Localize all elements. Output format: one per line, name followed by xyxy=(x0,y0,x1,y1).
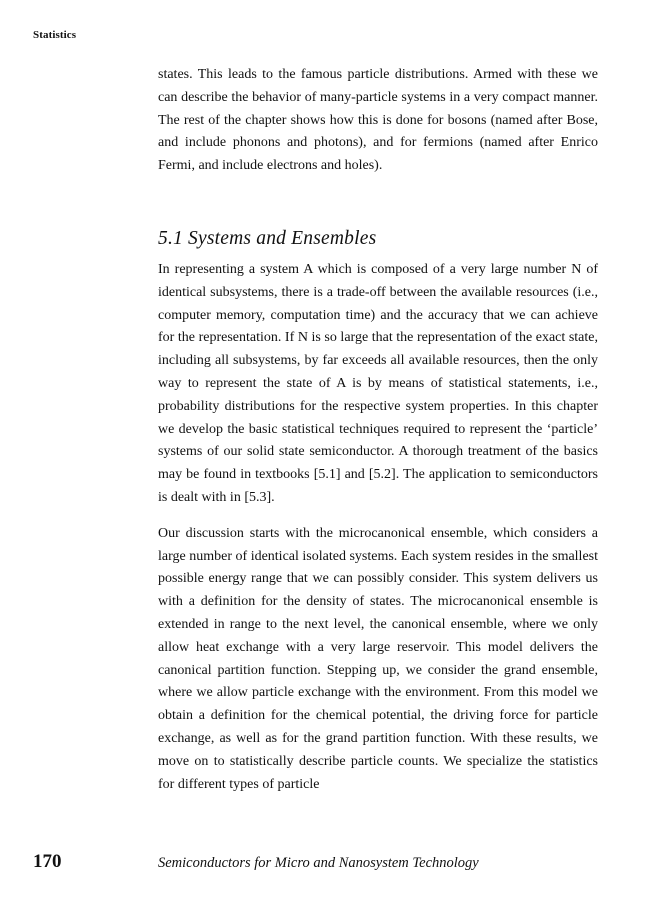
section-heading: 5.1 Systems and Ensembles xyxy=(158,227,377,249)
section-paragraph-2: Our discussion starts with the microcanonical ensemble, which considers a large number of identical isolated systems. Each system resides in the smallest possible energy range that we can possibly consider. This system delivers us with a definition for the density of states. The microcanonical ensemble is extended in range to the next level, the canonical ensemble, where we only allow heat exchange with a very large reservoir. This model delivers the canonical partition function. Stepping up, we consider the grand ensemble, where we allow particle exchange with the environment. From this model we obtain a definition for the chemical potential, the driving force for particle exchange, as well as for the grand partition function. With these results, we move on to statistically describe particle counts. We specialize the statistics for different types of particle xyxy=(158,525,598,792)
running-header: Statistics xyxy=(33,29,77,41)
footer-book-title: Semiconductors for Micro and Nanosystem Technology xyxy=(158,855,479,871)
main-text-column xyxy=(158,64,598,796)
section-paragraph-1: In representing a system A which is composed of a very large number N of identical subsystems, there is a trade-off between the available resources (i.e., computer memory, computation time) and the accuracy that we can achieve for the representation. If N is so large that the representation of the exact state, including all subsystems, by far exceeds all available resources, then the only way to represent the state of A is by means of statistical statements, i.e., probability distributions for the respective system properties. In this chapter we develop the basic statistical techniques required to represent the ‘particle’ systems of our solid state semiconductor. A thorough treatment of the basics may be found in textbooks [5.1] and [5.2]. The application to semiconductors is dealt with in [5.3]. xyxy=(158,261,598,505)
intro-paragraph: states. This leads to the famous particle distributions. Armed with these we can describe the behavior of many-particle systems in a very compact manner. The rest of the chapter shows how this is done for bosons (named after Bose, and include phonons and photons), and for fermions (named after Enrico Fermi, and include electrons and holes). xyxy=(158,67,598,174)
page-number: 170 xyxy=(33,851,62,872)
